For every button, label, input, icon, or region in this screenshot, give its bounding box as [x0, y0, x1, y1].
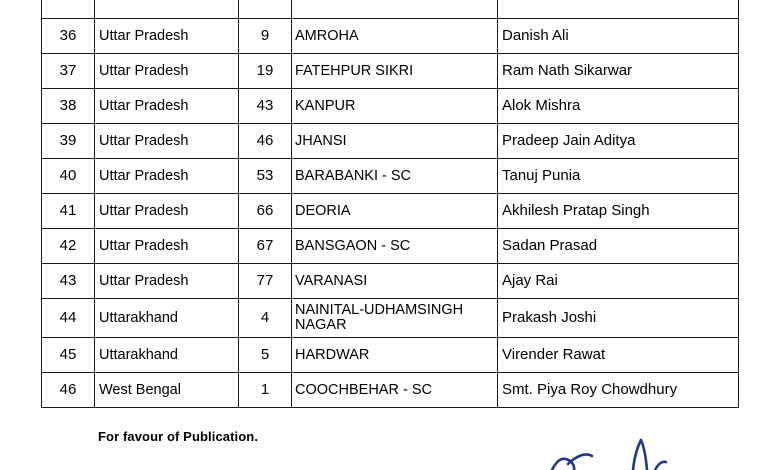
- constituency-number-cell: 66: [239, 194, 292, 229]
- serial-number-cell: 43: [42, 264, 95, 299]
- serial-number-cell: 39: [42, 124, 95, 159]
- constituency-name-cell: VARANASI: [292, 264, 498, 299]
- candidate-name-cell: Ram Nath Sikarwar: [498, 54, 739, 89]
- constituency-name-cell: KANPUR: [292, 89, 498, 124]
- constituency-number-cell: 5: [239, 338, 292, 373]
- serial-number-cell: 37: [42, 54, 95, 89]
- serial-number-cell: 44: [42, 299, 95, 338]
- constituency-number-cell: 19: [239, 54, 292, 89]
- state-cell: West Bengal: [95, 373, 239, 408]
- serial-number-cell: 46: [42, 373, 95, 408]
- candidate-name-cell: Danish Ali: [498, 19, 739, 54]
- constituency-number-cell: 4: [239, 299, 292, 338]
- candidate-name-cell: Smt. Piya Roy Chowdhury: [498, 373, 739, 408]
- serial-number-cell: 40: [42, 159, 95, 194]
- constituency-number-cell: 77: [239, 264, 292, 299]
- constituency-name-cell: COOCHBEHAR - SC: [292, 373, 498, 408]
- state-cell: Uttar Pradesh: [95, 54, 239, 89]
- state-cell: Uttar Pradesh: [95, 194, 239, 229]
- constituency-name-cell: HARDWAR: [292, 338, 498, 373]
- candidate-name-cell: Ajay Rai: [498, 264, 739, 299]
- state-cell: Uttar Pradesh: [95, 89, 239, 124]
- constituency-number-cell: 9: [239, 19, 292, 54]
- state-cell: Uttarakhand: [95, 299, 239, 338]
- constituency-name-cell: JHANSI: [292, 124, 498, 159]
- candidate-name-cell: Akhilesh Pratap Singh: [498, 194, 739, 229]
- candidate-name-cell: Sadan Prasad: [498, 229, 739, 264]
- constituency-number-cell: 53: [239, 159, 292, 194]
- state-cell: Uttar Pradesh: [95, 264, 239, 299]
- publication-note: For favour of Publication.: [98, 429, 259, 444]
- constituency-name-cell: AMROHA: [292, 19, 498, 54]
- candidate-name-cell: Virender Rawat: [498, 338, 739, 373]
- serial-number-cell: 36: [42, 19, 95, 54]
- constituency-name-cell: DEORIA: [292, 194, 498, 229]
- candidate-name-cell: Pradeep Jain Aditya: [498, 124, 739, 159]
- constituency-number-cell: 67: [239, 229, 292, 264]
- state-cell: Uttarakhand: [95, 338, 239, 373]
- serial-number-cell: 38: [42, 89, 95, 124]
- serial-number-cell: 41: [42, 194, 95, 229]
- constituency-name-cell: BANSGAON - SC: [292, 229, 498, 264]
- constituency-name-cell: BARABANKI - SC: [292, 159, 498, 194]
- candidate-name-cell: Tanuj Punia: [498, 159, 739, 194]
- candidate-name-cell: Alok Mishra: [498, 89, 739, 124]
- state-cell: Uttar Pradesh: [95, 19, 239, 54]
- candidate-name-cell: Prakash Joshi: [498, 299, 739, 338]
- constituency-name-cell: FATEHPUR SIKRI: [292, 54, 498, 89]
- constituency-name-cell: NAINITAL-UDHAMSINGH NAGAR: [292, 299, 498, 338]
- serial-number-cell: 42: [42, 229, 95, 264]
- state-cell: Uttar Pradesh: [95, 229, 239, 264]
- constituency-number-cell: 43: [239, 89, 292, 124]
- state-cell: Uttar Pradesh: [95, 159, 239, 194]
- constituency-number-cell: 1: [239, 373, 292, 408]
- state-cell: Uttar Pradesh: [95, 124, 239, 159]
- constituency-number-cell: 46: [239, 124, 292, 159]
- serial-number-cell: 45: [42, 338, 95, 373]
